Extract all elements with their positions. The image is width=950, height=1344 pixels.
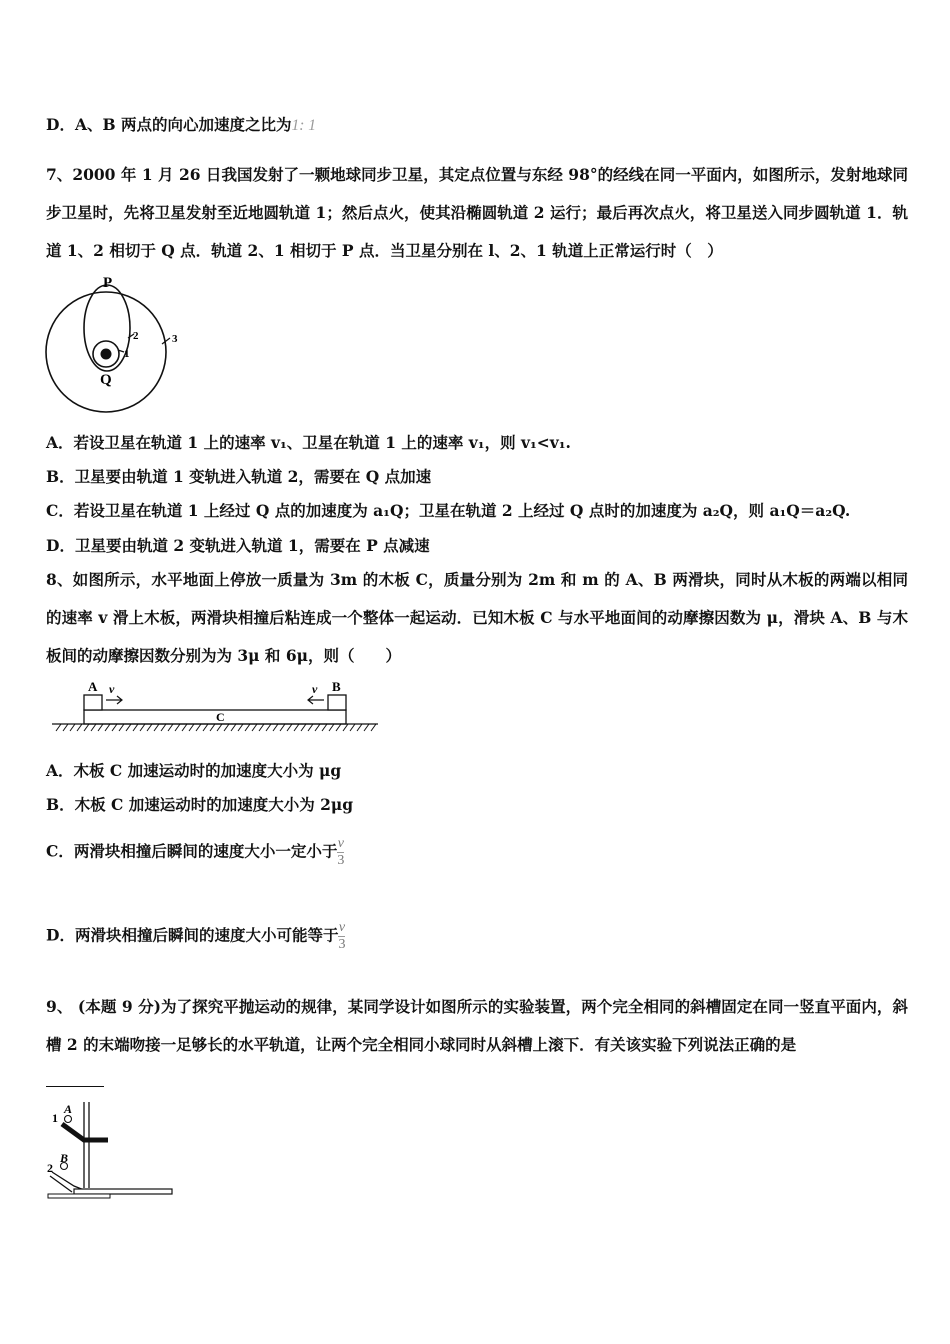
q8-option-d	[46, 920, 345, 953]
option-text: 木板 C 加速运动时的加速度大小为 μg	[73, 761, 342, 780]
label-2: 2	[47, 1161, 53, 1175]
earth-dot	[101, 349, 112, 360]
horizontal-track	[74, 1189, 172, 1194]
q8-option-b	[46, 794, 353, 816]
answer-blank	[46, 1086, 104, 1087]
option-label: B．	[46, 795, 75, 814]
label-1: 1	[52, 1111, 58, 1125]
fraction	[337, 836, 344, 869]
q7-option-a	[46, 432, 571, 454]
ratio-value: 1: 1	[291, 117, 317, 134]
fraction-denominator: 3	[337, 853, 345, 868]
option-text: 若设卫星在轨道 1 上经过 Q 点的加速度为 a₁Q；卫星在轨道 2 上经过 Q 点时的加速度为 a₂Q，则 a₁Q＝a₂Q.	[73, 501, 851, 520]
option-label: B．	[46, 467, 75, 486]
label-c: C	[216, 710, 225, 724]
label-orbit-2: 2	[133, 330, 139, 342]
q9-stem: 9、 (本题 9 分)为了探究平抛运动的规律，某同学设计如图所示的实验装置，两个完全相同的斜槽固定在同一竖直平面内，斜槽 2 的末端吻接一足够长的水平轨道，让两个完全相同小球同时从斜槽上滚下．有关该实验下列说法正确的是	[46, 997, 908, 1054]
option-text: 卫星要由轨道 2 变轨进入轨道 1，需要在 P 点减速	[74, 536, 430, 555]
q6-option-d	[46, 114, 316, 137]
label-a: A	[64, 1102, 73, 1116]
q8-stem: 8、如图所示，水平地面上停放一质量为 3m 的木板 C，质量分别为 2m 和 m 的 A、B 两滑块，同时从木板的两端以相同的速率 v 滑上木板，两滑块相撞后粘连成一个整体一起运动．已知木板 C 与水平地面间的动摩擦因数为 μ，滑块 A、B 与木板间的动摩擦因数分别为为 3μ 和 6μ，则（ ）	[46, 570, 908, 665]
q7-option-c	[46, 500, 850, 522]
label-q: Q	[100, 372, 112, 388]
chute-1	[62, 1124, 108, 1140]
label-vb: v	[312, 682, 318, 696]
arrow-left-icon	[308, 696, 324, 704]
label-b: B	[60, 1151, 69, 1165]
option-text: 卫星要由轨道 1 变轨进入轨道 2，需要在 Q 点加速	[74, 467, 432, 486]
option-label: C．	[46, 501, 74, 520]
option-text: 木板 C 加速运动时的加速度大小为 2μg	[74, 795, 354, 814]
label-p: P	[103, 275, 113, 291]
option-text: 若设卫星在轨道 1 上的速率 v₁、卫星在轨道 1 上的速率 v₁，则 v₁<v₁.	[73, 433, 571, 452]
label-a: A	[88, 679, 98, 694]
track-base	[48, 1194, 110, 1198]
option-label: D．	[46, 925, 75, 945]
fraction-numerator: v	[337, 836, 344, 851]
option-label: A．	[46, 761, 74, 780]
label-orbit-1: 1	[124, 348, 130, 360]
q7-stem: 7、2000 年 1 月 26 日我国发射了一颗地球同步卫星，其定点位置与东经 98°的经线在同一平面内，如图所示，发射地球同步卫星时，先将卫星发射至近地圆轨道 1；然后点火，使其沿椭圆轨道 2 运行；最后再次点火，将卫星送入同步圆轨道 1．轨道 1、2 相切于 Q 点．轨道 2、1 相切于 P 点．当卫星分别在 l、2、1 轨道上正常运行时（ ）	[46, 165, 908, 260]
option-text: 两滑块相撞后瞬间的速度大小可能等于	[74, 925, 339, 945]
option-text: 两滑块相撞后瞬间的速度大小一定小于	[73, 841, 338, 861]
label-va: v	[109, 682, 115, 696]
option-text: A、B 两点的向心加速度之比为	[74, 115, 292, 134]
fraction-numerator: v	[338, 920, 346, 935]
chute-figure	[44, 1100, 178, 1208]
q7-option-b	[46, 466, 431, 488]
block-a	[84, 695, 102, 710]
option-label: C．	[46, 841, 74, 861]
q8-option-c	[46, 836, 344, 869]
arrow-right-icon	[106, 696, 122, 704]
option-label: D．	[46, 536, 75, 555]
q7-option-d	[46, 535, 430, 557]
board-figure	[50, 674, 382, 736]
q8-option-a	[46, 760, 341, 782]
orbit-figure	[44, 272, 194, 417]
label-b: B	[332, 679, 341, 694]
label-orbit-3: 3	[172, 333, 178, 345]
board-c	[84, 710, 346, 724]
fraction	[338, 920, 345, 953]
option-label: A．	[46, 433, 74, 452]
ball-a	[65, 1116, 72, 1123]
block-b	[328, 695, 346, 710]
option-label: D．	[46, 115, 75, 134]
fraction-denominator: 3	[338, 937, 346, 952]
ground-hatch	[56, 724, 376, 731]
